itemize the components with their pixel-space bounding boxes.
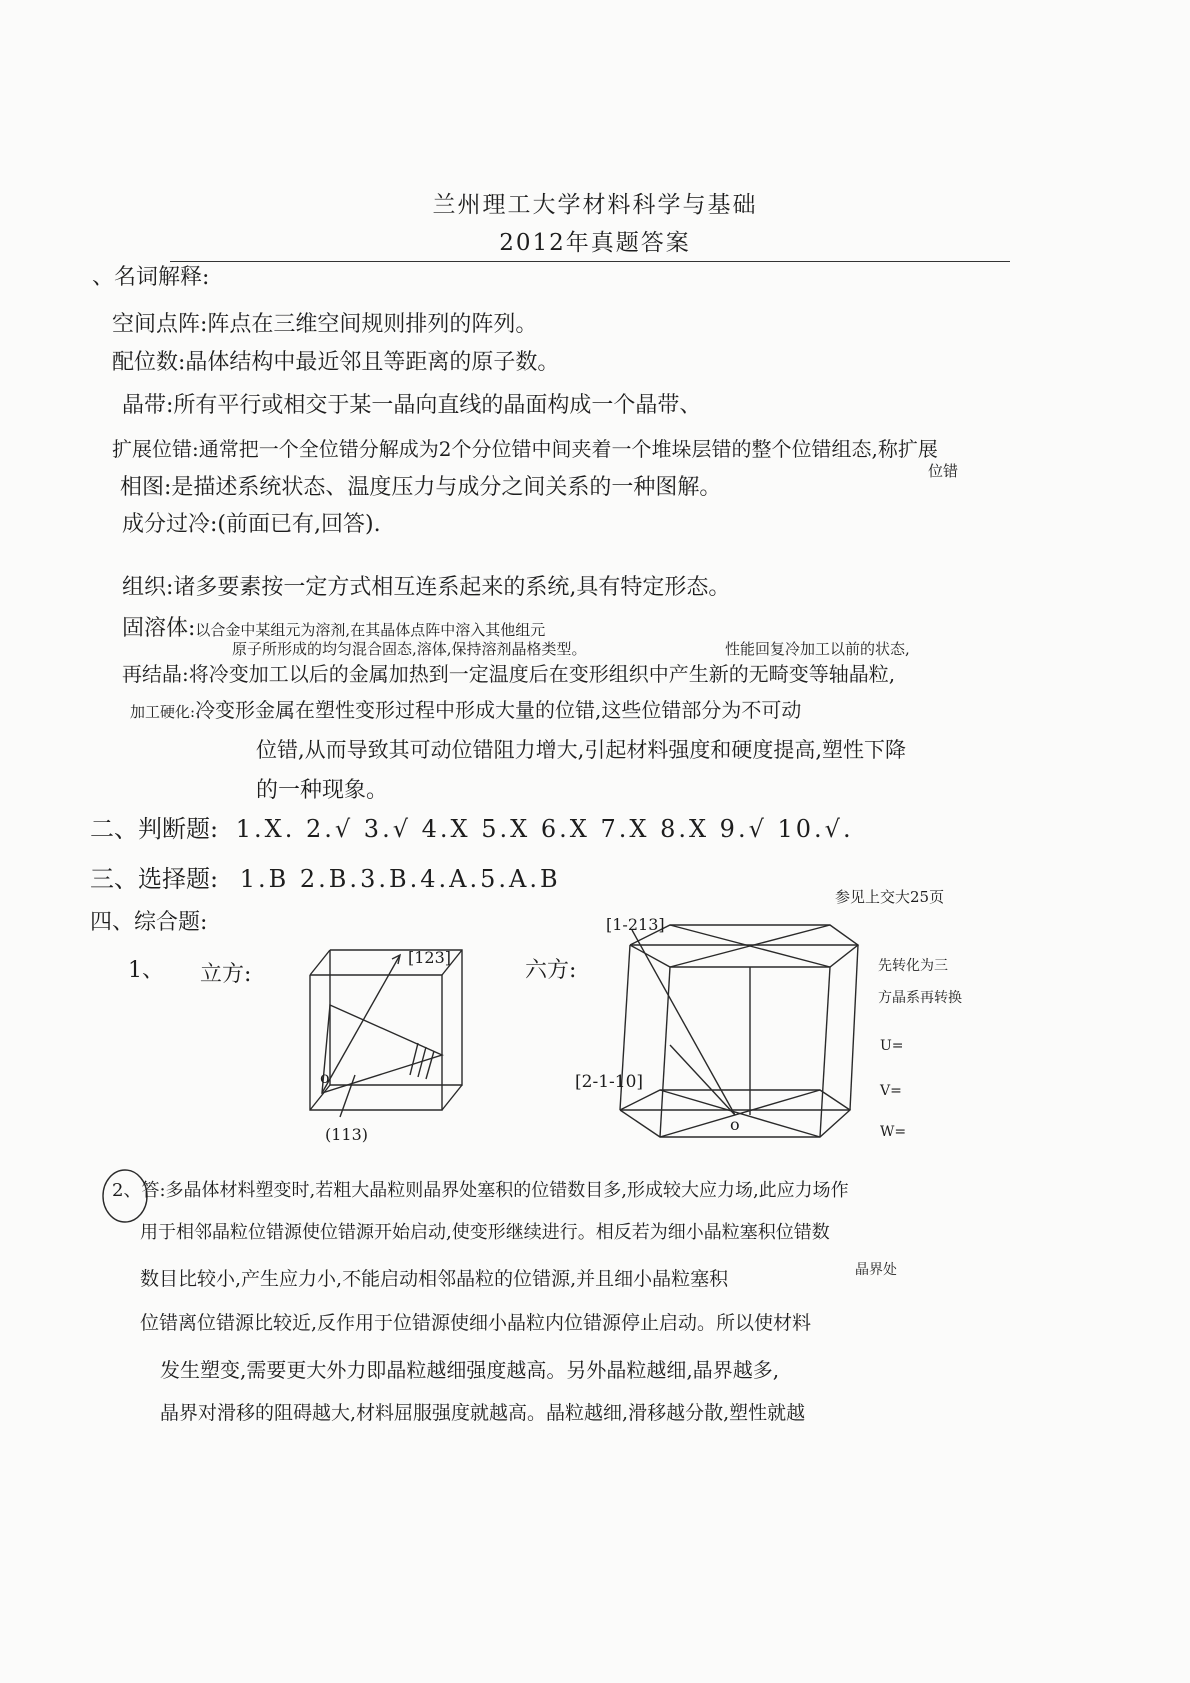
cubic-label: 立方: bbox=[200, 962, 252, 987]
hex-edge bbox=[660, 967, 670, 1137]
section3-row bbox=[90, 865, 561, 894]
section1-heading: 、名词解释: bbox=[92, 265, 210, 290]
term-label: 再结晶: bbox=[122, 662, 189, 686]
item1-number: 1、 bbox=[128, 958, 164, 983]
term-definition: 晶体结构中最近邻且等距离的原子数。 bbox=[185, 350, 560, 375]
term-definition: 所有平行或相交于某一晶向直线的晶面构成一个晶带、 bbox=[173, 393, 702, 418]
hex-direction-top-label: [1-213] bbox=[606, 915, 665, 934]
side-note: W= bbox=[880, 1124, 907, 1140]
term-row bbox=[122, 662, 895, 686]
term-label: 相图: bbox=[120, 475, 172, 500]
direction-arrow bbox=[632, 930, 735, 1115]
hex-origin-label: o bbox=[730, 1115, 740, 1134]
cubic-cell-diagram bbox=[300, 935, 480, 1135]
cubic-direction-label: [123] bbox=[408, 948, 452, 967]
term-definition: 诸多要素按一定方式相互连系起来的系统,具有特定形态。 bbox=[173, 575, 731, 600]
cube-edge bbox=[310, 1085, 330, 1110]
section2-row bbox=[90, 815, 854, 844]
hex-edge bbox=[820, 967, 830, 1137]
cube-edge bbox=[310, 950, 330, 975]
item2-number: 2、 bbox=[112, 1180, 142, 1201]
term-label: 配位数: bbox=[112, 350, 186, 375]
term-definition-continued: 的一种现象。 bbox=[256, 778, 389, 803]
term-row bbox=[112, 312, 537, 338]
plane-hatch bbox=[426, 1051, 434, 1079]
side-note: 方晶系再转换 bbox=[878, 990, 962, 1006]
item2-line: 答:多晶体材料塑变时,若粗大晶粒则晶界处塞积的位错数目多,形成较大应力场,此应力场作 bbox=[141, 1180, 849, 1201]
side-note: V= bbox=[880, 1083, 902, 1099]
hex-direction-side-label: [2-1-10] bbox=[575, 1072, 644, 1092]
section3-answers: 1.B 2.B.3.B.4.A.5.A.B bbox=[239, 865, 561, 893]
item2-margin-note: 晶界处 bbox=[855, 1262, 897, 1278]
term-definition: 是描述系统状态、温度压力与成分之间关系的一种图解。 bbox=[171, 475, 722, 500]
document-title: 兰州理工大学材料科学与基础 bbox=[432, 192, 758, 218]
item2-row bbox=[112, 1180, 849, 1202]
term-definition: 将冷变加工以后的金属加热到一定温度后在变形组织中产生新的无畸变等轴晶粒, bbox=[188, 662, 896, 686]
term-definition: 冷变形金属在塑性变形过程中形成大量的位错,这些位错部分为不可动 bbox=[195, 698, 802, 722]
plane-hatch bbox=[410, 1043, 418, 1075]
hex-edge bbox=[850, 945, 858, 1110]
term-definition: 以合金中某组元为溶剂,在其晶体点阵中溶入其他组元 bbox=[195, 621, 546, 639]
term-label: 成分过冷: bbox=[122, 512, 218, 537]
term-row bbox=[122, 393, 701, 419]
item2-line: 位错离位错源比较近,反作用于位错源使细小晶粒内位错源停止启动。所以使材料 bbox=[140, 1312, 812, 1334]
section2-heading: 二、判断题: bbox=[90, 815, 219, 843]
item2-line: 数目比较小,产生应力小,不能启动相邻晶粒的位错源,并且细小晶粒塞积 bbox=[140, 1268, 729, 1290]
document-subtitle: 2012年真题答案 bbox=[499, 230, 691, 256]
hex-label: 六方: bbox=[525, 958, 577, 983]
cubic-plane-label: (113) bbox=[325, 1125, 369, 1144]
term-row bbox=[122, 616, 545, 642]
term-row bbox=[120, 475, 721, 501]
section2-answers: 1.X. 2.√ 3.√ 4.X 5.X 6.X 7.X 8.X 9.√ 10.√. bbox=[235, 815, 854, 843]
header-rule bbox=[170, 261, 1010, 262]
term-definition: 阵点在三维空间规则排列的阵列。 bbox=[207, 312, 538, 337]
term-definition: 通常把一个全位错分解成为2个分位错中间夹着一个堆垛层错的整个位错组态,称扩展 bbox=[198, 437, 938, 461]
term-note: 性能回复冷加工以前的状态, bbox=[725, 640, 910, 658]
reference-note: 参见上交大25页 bbox=[835, 888, 945, 906]
term-label: 空间点阵: bbox=[112, 312, 208, 337]
term-row bbox=[122, 512, 381, 538]
plane-triangle bbox=[322, 1005, 442, 1093]
term-definition: (前面已有,回答). bbox=[217, 512, 381, 537]
term-label: 扩展位错: bbox=[112, 437, 199, 461]
term-label: 加工硬化: bbox=[130, 703, 196, 721]
side-note: U= bbox=[880, 1038, 904, 1054]
term-row bbox=[130, 698, 801, 722]
item2-line: 晶界对滑移的阻碍越大,材料屈服强度就越高。晶粒越细,滑移越分散,塑性就越 bbox=[160, 1402, 806, 1424]
term-definition-continued: 原子所形成的均匀混合固态,溶体,保持溶剂晶格类型。 bbox=[232, 640, 587, 658]
term-note: 位错 bbox=[928, 462, 959, 480]
item2-line: 用于相邻晶粒位错源使位错源开始启动,使变形继续进行。相反若为细小晶粒塞积位错数 bbox=[140, 1222, 830, 1243]
term-row bbox=[112, 350, 559, 376]
term-definition-continued: 位错,从而导致其可动位错阻力增大,引起材料强度和硬度提高,塑性下降 bbox=[256, 738, 907, 762]
item2-line: 发生塑变,需要更大外力即晶粒越细强度越高。另外晶粒越细,晶界越多, bbox=[160, 1358, 780, 1382]
term-label: 晶带: bbox=[122, 393, 174, 418]
section4-heading: 四、综合题: bbox=[90, 910, 208, 935]
term-label: 组织: bbox=[122, 575, 174, 600]
cube-edge bbox=[442, 1085, 462, 1110]
cubic-origin-label: o bbox=[320, 1068, 330, 1087]
side-note: 先转化为三 bbox=[878, 958, 948, 974]
section3-heading: 三、选择题: bbox=[90, 865, 219, 893]
term-label: 固溶体: bbox=[122, 616, 196, 641]
term-row bbox=[122, 575, 730, 601]
term-row bbox=[112, 437, 938, 461]
